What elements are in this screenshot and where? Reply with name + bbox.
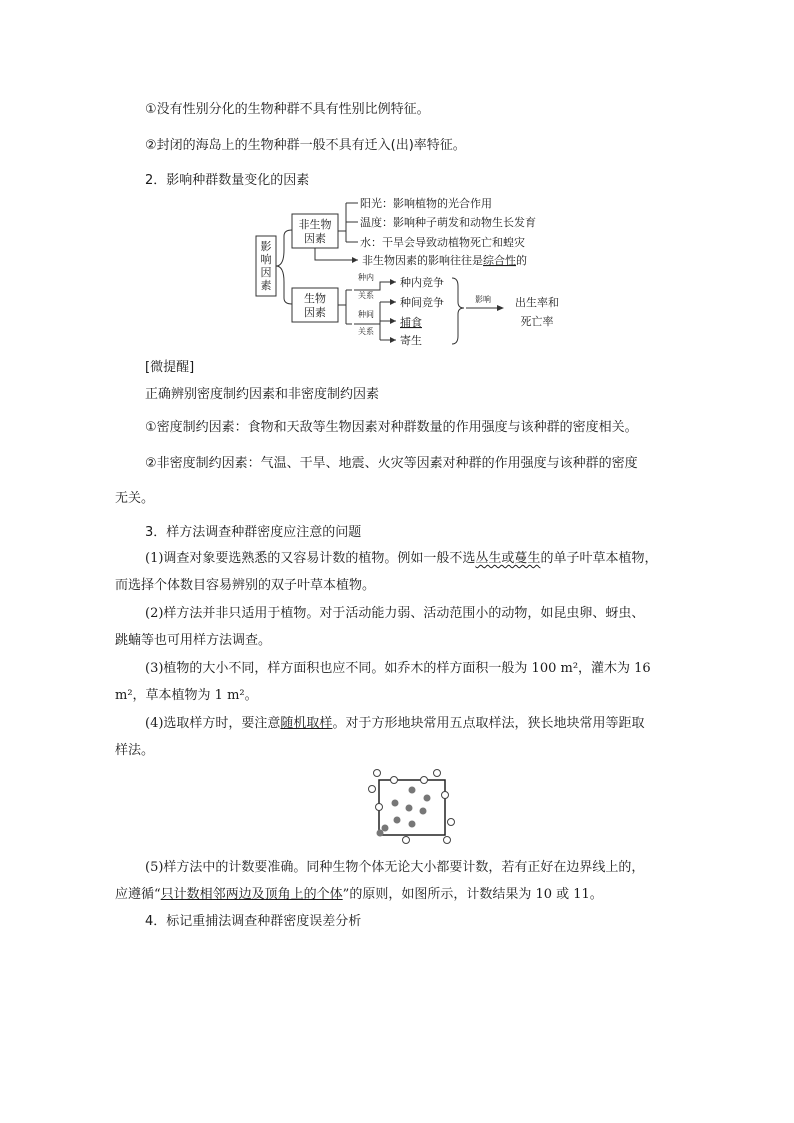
- para-1-pre: (1)调查对象要选熟悉的又容易计数的植物。例如一般不选: [145, 551, 476, 566]
- biotic-bracket: [338, 290, 352, 324]
- root-brace: [276, 266, 292, 304]
- boundary-individual: [421, 777, 428, 784]
- para-5-pre: 应遵循“: [115, 887, 161, 902]
- para-2: (2)样方法并非只适用于植物。对于活动能力弱、活动范围小的动物，如昆虫卵、蚜虫、: [145, 606, 645, 621]
- section-2-heading: 2．影响种群数量变化的因素: [145, 173, 310, 188]
- abiotic-item: 温度：影响种子萌发和动物生长发育: [360, 216, 536, 229]
- factors-diagram: [0, 190, 794, 350]
- note-arrow: [315, 248, 358, 260]
- para-5-cont: [115, 886, 603, 904]
- para-5: (5)样方法中的计数要准确。同种生物个体无论大小都要计数，若有正好在边界线上的，: [145, 860, 645, 875]
- tip-2-cont: 无关。: [115, 491, 155, 506]
- arrow-head: [390, 279, 396, 285]
- para-1: [145, 550, 657, 568]
- para-1-cont: 而选择个体数目容易辨别的双子叶草本植物。: [115, 578, 376, 593]
- boundary-individual: [434, 770, 441, 777]
- inter-item: 捕食: [400, 316, 422, 329]
- abiotic-item: 水：干旱会导致动植物死亡和蝗灾: [360, 236, 525, 249]
- abiotic-note-post: 的: [516, 254, 527, 267]
- inside-individual: [377, 830, 384, 837]
- para-1-post: 的单子叶草本植物，: [540, 551, 658, 566]
- effect-label: 影响: [475, 295, 491, 304]
- para-3-cont: m²，草本植物为 1 m²。: [115, 688, 258, 703]
- para-5-keyword: 只计数相邻两边及顶角上的个体: [160, 887, 343, 902]
- inter-label: 关系: [358, 327, 374, 336]
- intra-label: 关系: [358, 291, 374, 300]
- para-4-keyword: 随机取样: [280, 716, 333, 731]
- abiotic-bracket: [338, 203, 358, 242]
- inside-individual: [424, 795, 431, 802]
- abiotic-item: 阳光：影响植物的光合作用: [360, 197, 492, 210]
- para-2-cont: 跳蝻等也可用样方法调查。: [115, 633, 272, 648]
- quadrat-figure: [360, 765, 460, 845]
- arrow-head: [352, 257, 358, 263]
- boundary-individual: [442, 792, 449, 799]
- inter-item: 寄生: [400, 334, 422, 347]
- root-char: 响: [260, 253, 272, 266]
- inter-label: 种间: [358, 310, 374, 319]
- root-brace: [276, 230, 292, 266]
- root-char: 影: [260, 240, 272, 253]
- intra-arrow: [354, 282, 396, 290]
- para-3: (3)植物的大小不同，样方面积也应不同。如乔木的样方面积一般为 100 m²，灌木为 16: [145, 661, 651, 676]
- boundary-individual: [369, 786, 376, 793]
- boundary-individual: [403, 837, 410, 844]
- tip-1: ①密度制约因素：食物和天敌等生物因素对种群数量的作用强度与该种群的密度相关。: [145, 420, 638, 435]
- section-3-heading: 3．样方法调查种群密度应注意的问题: [145, 525, 362, 540]
- result: 死亡率: [520, 315, 554, 328]
- abiotic-label: 非生物: [298, 218, 332, 231]
- para-5-post: ”的原则，如图所示，计数结果为 10 或 11。: [342, 887, 603, 902]
- boundary-individual: [444, 837, 451, 844]
- biotic-label: 因素: [304, 306, 326, 319]
- intra-label: 种内: [358, 273, 374, 282]
- boundary-individual: [391, 777, 398, 784]
- inside-individual: [382, 825, 389, 832]
- para-1-keyword: 丛生或蔓生: [475, 551, 541, 566]
- abiotic-note-pre: 非生物因素的影响往往是: [362, 254, 483, 267]
- inside-individual: [420, 808, 427, 815]
- inside-individual: [409, 821, 416, 828]
- root-char: 素: [260, 279, 272, 292]
- right-brace: [452, 278, 464, 344]
- inside-individual: [392, 800, 399, 807]
- arrow-head: [390, 299, 396, 343]
- boundary-individual: [448, 819, 455, 826]
- tip-title: 正确辨别密度制约因素和非密度制约因素: [145, 387, 380, 402]
- result: 出生率和: [515, 296, 559, 309]
- intra-item: 种内竞争: [400, 276, 444, 289]
- para-4: [145, 715, 644, 733]
- para-4-post: 。对于方形地块常用五点取样法，狭长地块常用等距取: [332, 716, 645, 731]
- inside-individual: [406, 805, 413, 812]
- abiotic-note-keyword: 综合性: [483, 254, 516, 267]
- boundary-individual: [376, 804, 383, 811]
- inside-individual: [409, 787, 416, 794]
- abiotic-note: [362, 253, 527, 267]
- tip-2: ②非密度制约因素：气温、干旱、地震、火灾等因素对种群的作用强度与该种群的密度: [145, 456, 638, 471]
- para-4-cont: 样法。: [115, 743, 155, 758]
- abiotic-label: 因素: [304, 232, 326, 245]
- boundary-individual: [374, 770, 381, 777]
- section-4-heading: 4．标记重捕法调查种群密度误差分析: [145, 914, 362, 929]
- tip-heading: [微提醒]: [145, 360, 195, 375]
- inter-item: 种间竞争: [400, 296, 444, 309]
- root-char: 因: [260, 266, 272, 279]
- arrow-head: [497, 305, 504, 311]
- biotic-label: 生物: [304, 292, 326, 305]
- note-2: ②封闭的海岛上的生物种群一般不具有迁入(出)率特征。: [145, 138, 466, 153]
- para-4-pre: (4)选取样方时，要注意: [145, 716, 281, 731]
- inside-individual: [394, 817, 401, 824]
- note-1: ①没有性别分化的生物种群不具有性别比例特征。: [145, 102, 430, 117]
